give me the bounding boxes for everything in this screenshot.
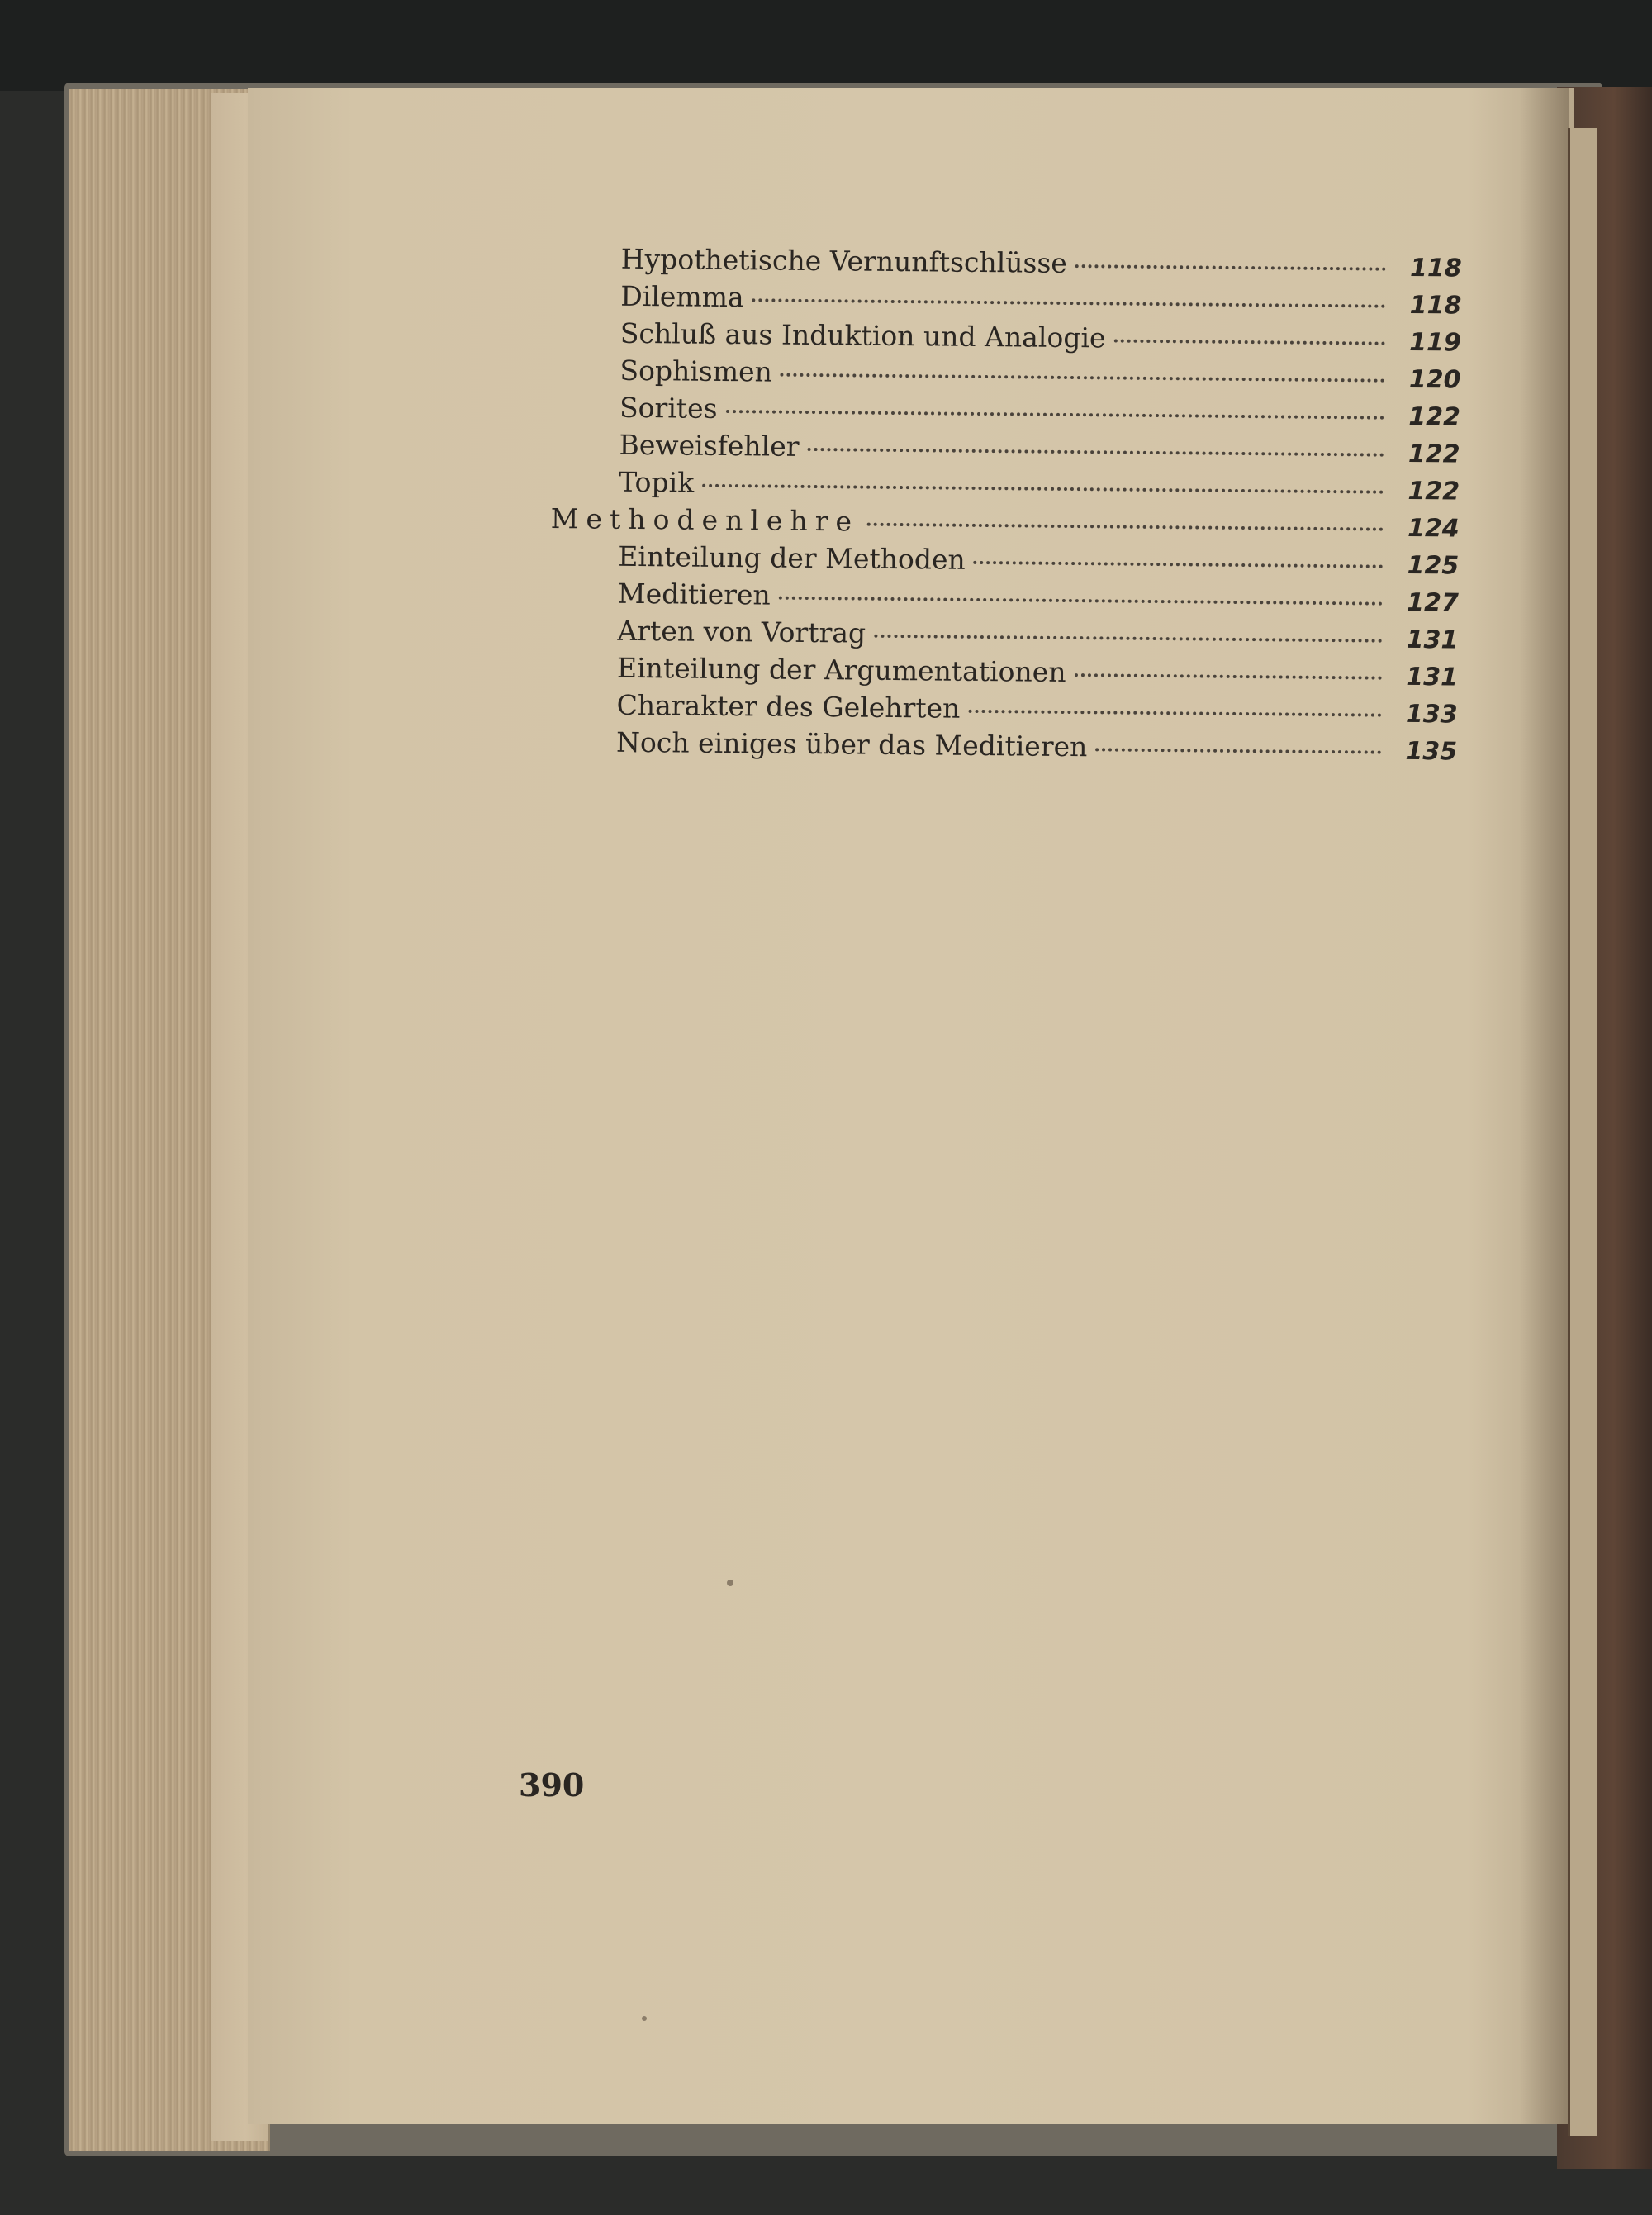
toc-entry-title: Topik — [619, 465, 695, 499]
toc-entry-page: 125 — [1407, 550, 1460, 581]
dot-leader — [726, 410, 1384, 420]
dot-leader — [874, 635, 1382, 643]
toc-entry-title: Methodenlehre — [550, 501, 860, 538]
dot-leader — [1113, 340, 1384, 345]
toc-entry-page: 127 — [1407, 587, 1459, 618]
dot-leader — [1095, 748, 1381, 753]
toc-entry-title: Sorites — [619, 391, 718, 425]
toc-entry-title: Hypothetische Vernunftschlüsse — [620, 242, 1068, 279]
toc-entry-title: Einteilung der Methoden — [618, 539, 966, 576]
dot-leader — [1075, 673, 1382, 680]
toc-entry-page: 122 — [1408, 402, 1461, 432]
dot-leader — [807, 448, 1384, 457]
toc-entry-title: Charakter des Gelehrten — [616, 688, 961, 725]
scan-background — [0, 0, 1652, 91]
dot-leader — [702, 484, 1384, 494]
dot-leader — [1075, 264, 1386, 271]
toc-entry-title: Meditieren — [617, 577, 771, 611]
facing-page-edge — [1568, 128, 1597, 2136]
toc-entry-page: 119 — [1409, 327, 1462, 358]
dot-leader — [752, 298, 1386, 307]
gutter-shadow — [1520, 88, 1569, 2124]
toc-entry-page: 131 — [1406, 662, 1459, 692]
toc-entry-page: 124 — [1407, 513, 1460, 544]
toc-entry-page: 122 — [1408, 439, 1460, 469]
paper-speck — [642, 2016, 647, 2021]
page-number: 390 — [519, 1766, 585, 1804]
toc-entry-title: Sophismen — [620, 354, 773, 388]
dot-leader — [779, 597, 1383, 606]
toc-entry-page: 118 — [1409, 290, 1462, 321]
toc-entry-page: 122 — [1408, 476, 1460, 506]
toc-entry-page: 120 — [1408, 364, 1461, 395]
dot-leader — [974, 561, 1384, 568]
paper-speck — [727, 1580, 733, 1586]
dot-leader — [867, 523, 1384, 531]
toc-entry-title: Beweisfehler — [619, 428, 800, 463]
toc-entry-title: Arten von Vortrag — [617, 614, 866, 649]
toc-entry-title: Dilemma — [620, 279, 744, 314]
toc-entry-page: 131 — [1406, 625, 1459, 655]
toc-entry-page: 135 — [1405, 736, 1458, 767]
toc-entry-title: Noch einiges über das Meditieren — [615, 725, 1088, 763]
toc-entry-page: 118 — [1409, 253, 1462, 283]
toc-entry-title: Einteilung der Argumentationen — [616, 651, 1066, 688]
dot-leader — [781, 373, 1385, 383]
dot-leader — [968, 710, 1381, 717]
table-of-contents — [548, 240, 1462, 769]
toc-entry-title: Schluß aus Induktion und Analogie — [620, 316, 1106, 354]
toc-entry-page: 133 — [1405, 699, 1458, 730]
